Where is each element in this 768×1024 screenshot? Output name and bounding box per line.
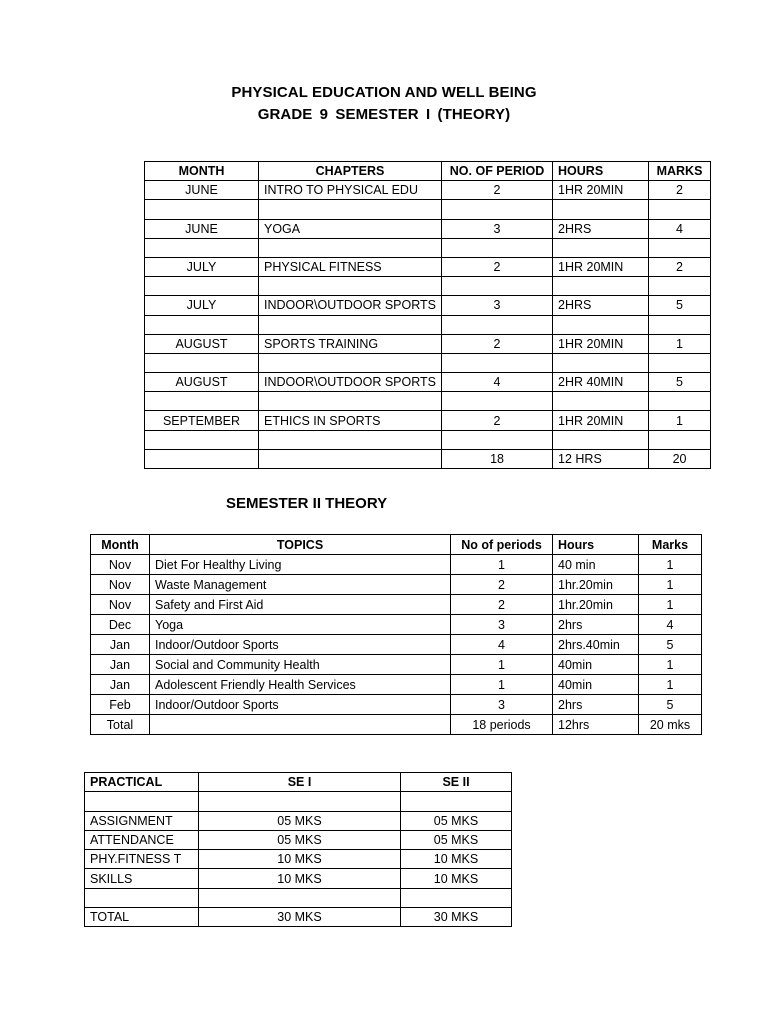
- table-cell: 5: [649, 373, 711, 392]
- table-cell: [442, 430, 553, 449]
- table-row: [85, 908, 512, 927]
- table-cell: Feb: [91, 695, 150, 715]
- table-row: [145, 353, 711, 372]
- table-row: [91, 575, 702, 595]
- table-cell: SKILLS: [85, 869, 199, 888]
- table-cell: INDOOR\OUTDOOR SPORTS: [259, 373, 442, 392]
- table-cell: 1: [451, 555, 553, 575]
- table-cell: [442, 392, 553, 411]
- table-row: [85, 830, 512, 849]
- table-cell: 2HRS: [553, 219, 649, 238]
- table-cell: JUNE: [145, 181, 259, 200]
- table-cell: 10 MKS: [199, 869, 401, 888]
- table-cell: [145, 238, 259, 257]
- table-cell: 3: [442, 296, 553, 315]
- table-row: [85, 811, 512, 830]
- table-cell: [442, 353, 553, 372]
- table-cell: 05 MKS: [401, 830, 512, 849]
- table-cell: 2: [451, 595, 553, 615]
- table-cell: [199, 888, 401, 907]
- table-cell: [259, 353, 442, 372]
- table-cell: PHYSICAL FITNESS: [259, 257, 442, 276]
- semester-2-heading: SEMESTER II THEORY: [226, 495, 388, 512]
- table-cell: 2: [451, 575, 553, 595]
- table-cell: [259, 277, 442, 296]
- semester-1-table: [144, 161, 711, 469]
- table-cell: 1HR 20MIN: [553, 334, 649, 353]
- table-cell: [145, 430, 259, 449]
- table-cell: [553, 430, 649, 449]
- table-cell: 1: [639, 675, 702, 695]
- table-cell: Total: [91, 715, 150, 735]
- table-cell: 20: [649, 449, 711, 468]
- table-cell: 1HR 20MIN: [553, 181, 649, 200]
- table-cell: [259, 449, 442, 468]
- table-cell: [442, 315, 553, 334]
- table-cell: [553, 353, 649, 372]
- table-cell: 20 mks: [639, 715, 702, 735]
- semester-1-body: [145, 181, 711, 469]
- table-cell: 2hrs: [553, 695, 639, 715]
- table-cell: Safety and First Aid: [150, 595, 451, 615]
- table-cell: [649, 353, 711, 372]
- table-cell: Nov: [91, 575, 150, 595]
- table-row: [91, 715, 702, 735]
- table-cell: 40min: [553, 655, 639, 675]
- table-cell: [145, 277, 259, 296]
- table-cell: Jan: [91, 675, 150, 695]
- table-cell: 1HR 20MIN: [553, 257, 649, 276]
- table-cell: 1: [451, 655, 553, 675]
- table-cell: 2: [442, 411, 553, 430]
- table-cell: Nov: [91, 595, 150, 615]
- table-row: [145, 411, 711, 430]
- table-cell: [553, 200, 649, 219]
- table-cell: [649, 392, 711, 411]
- table-cell: Nov: [91, 555, 150, 575]
- table-cell: 5: [639, 635, 702, 655]
- table-row: [145, 296, 711, 315]
- document-subtitle: GRADE 9 SEMESTER I (THEORY): [257, 106, 511, 123]
- table-cell: 10 MKS: [401, 850, 512, 869]
- column-header-chapters: CHAPTERS: [259, 162, 442, 181]
- table-cell: [649, 430, 711, 449]
- table-cell: [85, 792, 199, 811]
- table-cell: 2: [442, 257, 553, 276]
- table-cell: 10 MKS: [199, 850, 401, 869]
- table-cell: Diet For Healthy Living: [150, 555, 451, 575]
- table-cell: INDOOR\OUTDOOR SPORTS: [259, 296, 442, 315]
- table-cell: 30 MKS: [401, 908, 512, 927]
- table-row: [85, 888, 512, 907]
- practical-table: [84, 772, 512, 927]
- table-cell: 1: [649, 411, 711, 430]
- table-row: [145, 200, 711, 219]
- table-cell: [553, 238, 649, 257]
- table-row: [91, 635, 702, 655]
- table-header-row: [91, 535, 702, 555]
- table-cell: 4: [442, 373, 553, 392]
- table-cell: 1hr.20min: [553, 595, 639, 615]
- column-header-hours: Hours: [553, 535, 639, 555]
- table-cell: 3: [442, 219, 553, 238]
- column-header-month: MONTH: [145, 162, 259, 181]
- table-cell: 40min: [553, 675, 639, 695]
- table-cell: [150, 715, 451, 735]
- table-cell: JULY: [145, 296, 259, 315]
- table-row: [145, 373, 711, 392]
- table-cell: 2: [649, 181, 711, 200]
- table-cell: 3: [451, 695, 553, 715]
- table-cell: 05 MKS: [199, 830, 401, 849]
- table-row: [85, 869, 512, 888]
- table-cell: TOTAL: [85, 908, 199, 927]
- table-cell: [553, 392, 649, 411]
- table-cell: INTRO TO PHYSICAL EDU: [259, 181, 442, 200]
- table-cell: Adolescent Friendly Health Services: [150, 675, 451, 695]
- table-row: [91, 615, 702, 635]
- practical-body: [85, 792, 512, 927]
- table-cell: [442, 200, 553, 219]
- table-cell: 1: [639, 655, 702, 675]
- table-row: [145, 277, 711, 296]
- column-header-marks: MARKS: [649, 162, 711, 181]
- table-cell: 1: [639, 575, 702, 595]
- table-cell: 4: [639, 615, 702, 635]
- table-cell: [401, 888, 512, 907]
- table-cell: [442, 277, 553, 296]
- table-cell: [145, 449, 259, 468]
- table-row: [91, 675, 702, 695]
- column-header-marks: Marks: [639, 535, 702, 555]
- table-cell: Social and Community Health: [150, 655, 451, 675]
- table-cell: ATTENDANCE: [85, 830, 199, 849]
- table-cell: [442, 238, 553, 257]
- table-cell: 2HR 40MIN: [553, 373, 649, 392]
- table-cell: Indoor/Outdoor Sports: [150, 695, 451, 715]
- table-cell: 2: [442, 181, 553, 200]
- table-row: [91, 695, 702, 715]
- table-row: [145, 181, 711, 200]
- table-row: [145, 315, 711, 334]
- table-cell: SPORTS TRAINING: [259, 334, 442, 353]
- table-cell: 1HR 20MIN: [553, 411, 649, 430]
- table-row: [91, 595, 702, 615]
- table-row: [145, 257, 711, 276]
- table-cell: 18: [442, 449, 553, 468]
- table-cell: YOGA: [259, 219, 442, 238]
- table-cell: [259, 315, 442, 334]
- table-cell: [145, 315, 259, 334]
- table-cell: 4: [451, 635, 553, 655]
- table-cell: Jan: [91, 655, 150, 675]
- column-header-hours: HOURS: [553, 162, 649, 181]
- table-cell: 12hrs: [553, 715, 639, 735]
- table-cell: 2hrs: [553, 615, 639, 635]
- table-cell: Indoor/Outdoor Sports: [150, 635, 451, 655]
- table-cell: SEPTEMBER: [145, 411, 259, 430]
- semester-2-body: [91, 555, 702, 735]
- table-cell: Yoga: [150, 615, 451, 635]
- table-cell: 10 MKS: [401, 869, 512, 888]
- table-cell: 40 min: [553, 555, 639, 575]
- table-cell: [259, 200, 442, 219]
- table-cell: 30 MKS: [199, 908, 401, 927]
- table-cell: ETHICS IN SPORTS: [259, 411, 442, 430]
- table-cell: 05 MKS: [199, 811, 401, 830]
- table-cell: [553, 315, 649, 334]
- table-header-row: [145, 162, 711, 181]
- table-cell: Jan: [91, 635, 150, 655]
- table-cell: 1: [639, 555, 702, 575]
- table-row: [145, 449, 711, 468]
- table-cell: [649, 238, 711, 257]
- column-header-topics: TOPICS: [150, 535, 451, 555]
- table-cell: 18 periods: [451, 715, 553, 735]
- table-cell: [145, 392, 259, 411]
- table-cell: Dec: [91, 615, 150, 635]
- column-header-periods: No of periods: [451, 535, 553, 555]
- table-cell: 1: [649, 334, 711, 353]
- table-cell: JUNE: [145, 219, 259, 238]
- table-cell: 2: [649, 257, 711, 276]
- table-cell: [145, 200, 259, 219]
- table-cell: 5: [639, 695, 702, 715]
- table-cell: [259, 238, 442, 257]
- table-cell: 05 MKS: [401, 811, 512, 830]
- table-row: [91, 555, 702, 575]
- table-cell: [649, 277, 711, 296]
- table-row: [145, 430, 711, 449]
- table-cell: [649, 315, 711, 334]
- table-cell: [199, 792, 401, 811]
- table-cell: AUGUST: [145, 373, 259, 392]
- table-row: [91, 655, 702, 675]
- table-cell: Waste Management: [150, 575, 451, 595]
- table-cell: 1: [639, 595, 702, 615]
- table-cell: [259, 430, 442, 449]
- column-header-month: Month: [91, 535, 150, 555]
- table-cell: 3: [451, 615, 553, 635]
- table-cell: [259, 392, 442, 411]
- table-cell: 2hrs.40min: [553, 635, 639, 655]
- table-row: [145, 392, 711, 411]
- table-cell: PHY.FITNESS T: [85, 850, 199, 869]
- table-cell: 12 HRS: [553, 449, 649, 468]
- column-header-periods: NO. OF PERIOD: [442, 162, 553, 181]
- table-row: [145, 238, 711, 257]
- column-header-se-2: SE II: [401, 773, 512, 792]
- table-row: [145, 219, 711, 238]
- table-header-row: [85, 773, 512, 792]
- table-cell: [145, 353, 259, 372]
- table-cell: 2HRS: [553, 296, 649, 315]
- table-cell: [553, 277, 649, 296]
- table-cell: JULY: [145, 257, 259, 276]
- table-row: [145, 334, 711, 353]
- table-row: [85, 850, 512, 869]
- table-cell: AUGUST: [145, 334, 259, 353]
- column-header-se-1: SE I: [199, 773, 401, 792]
- table-cell: [401, 792, 512, 811]
- table-cell: 5: [649, 296, 711, 315]
- table-cell: 2: [442, 334, 553, 353]
- table-cell: 1: [451, 675, 553, 695]
- table-cell: 1hr.20min: [553, 575, 639, 595]
- table-cell: 4: [649, 219, 711, 238]
- document-title: PHYSICAL EDUCATION AND WELL BEING: [231, 84, 537, 101]
- table-row: [85, 792, 512, 811]
- column-header-practical: PRACTICAL: [85, 773, 199, 792]
- table-cell: [649, 200, 711, 219]
- table-cell: [85, 888, 199, 907]
- table-cell: ASSIGNMENT: [85, 811, 199, 830]
- semester-2-table: [90, 534, 702, 735]
